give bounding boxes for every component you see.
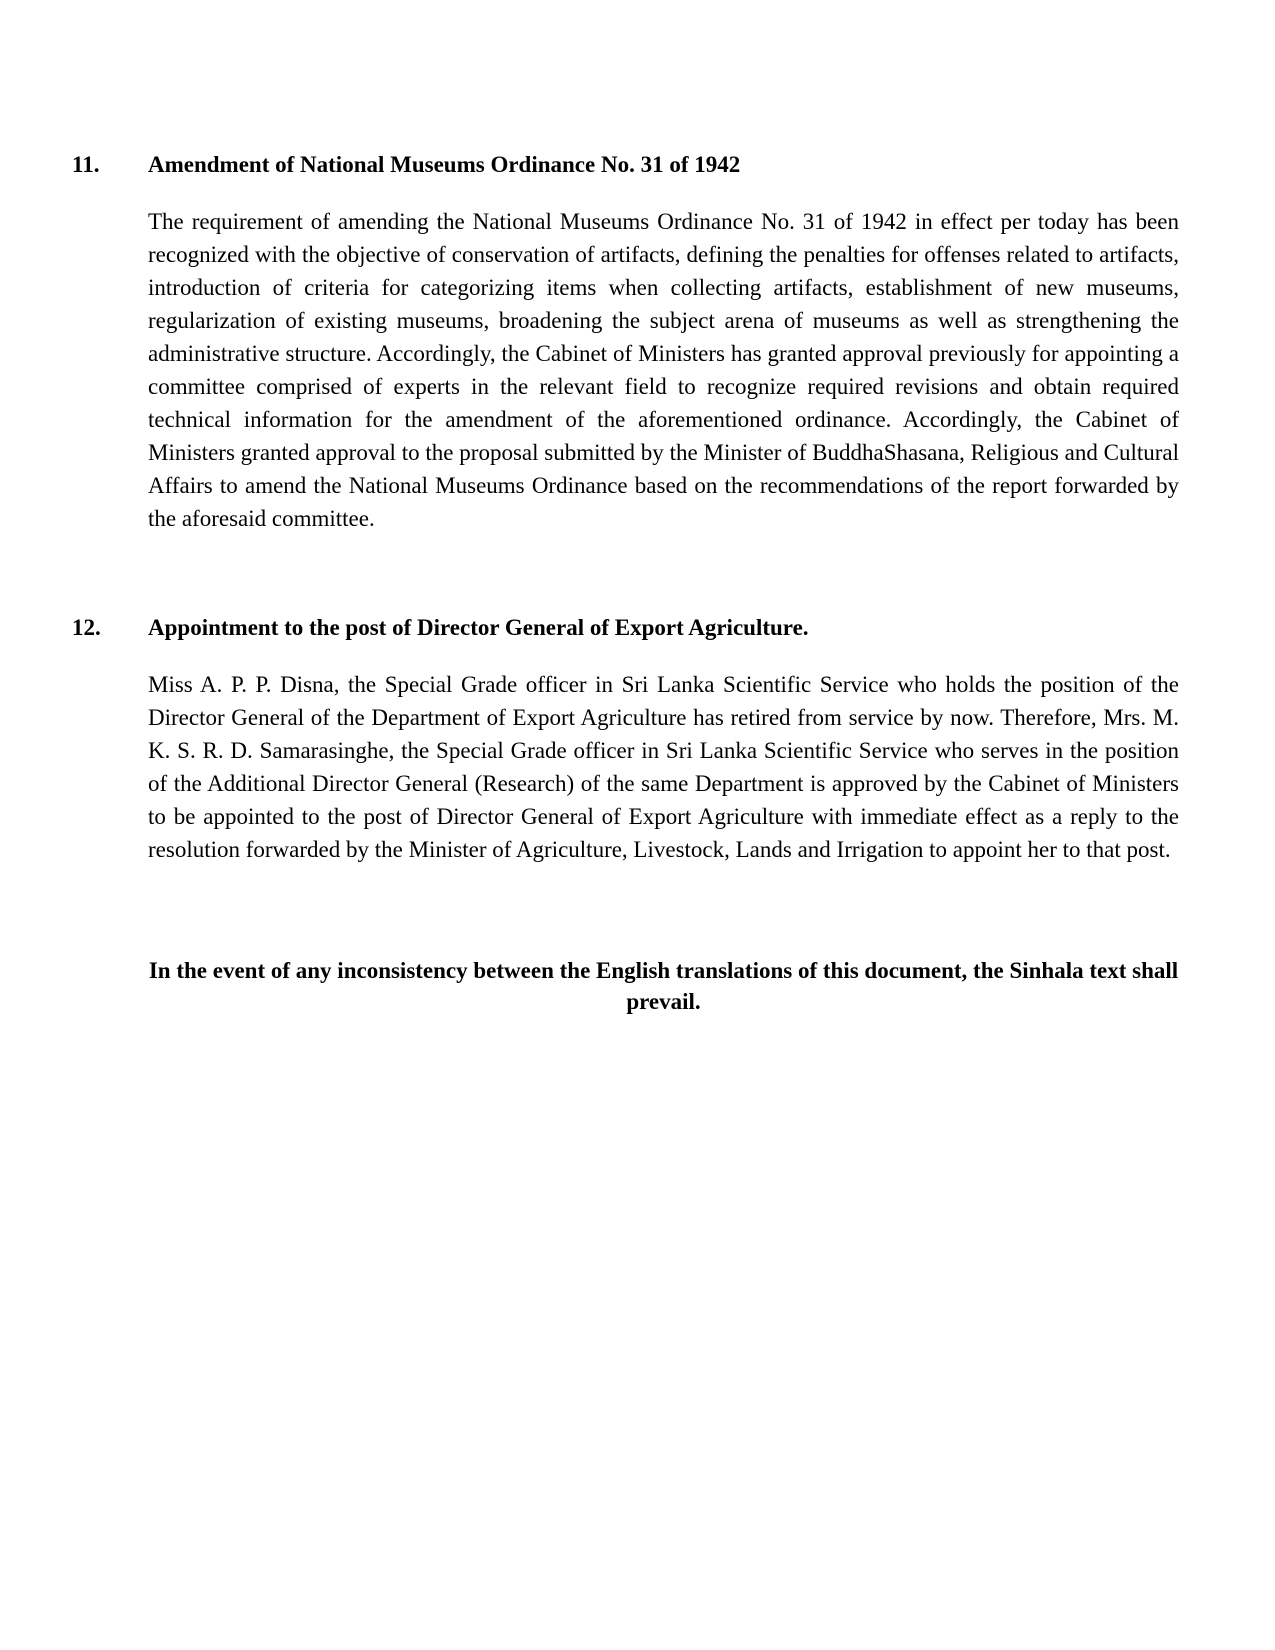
section-12-heading bbox=[72, 613, 1192, 643]
section-12-body: Miss A. P. P. Disna, the Special Grade officer in Sri Lanka Scientific Service who holds the position of the Director General of the Department of Export Agriculture has retired from service by now. Therefore, Mrs. M. K. S. R. D. Samarasinghe, the Special Grade officer in Sri Lanka Scientific Service who serves in the position of the Additional Director General (Research) of the same Department is approved by the Cabinet of Ministers to be appointed to the post of Director General of Export Agriculture with immediate effect as a reply to the resolution forwarded by the Minister of Agriculture, Livestock, Lands and Irrigation to appoint her to that post. bbox=[148, 672, 1179, 862]
section-title: Appointment to the post of Director General of Export Agriculture. bbox=[148, 615, 809, 640]
section-number: 12. bbox=[72, 615, 101, 640]
section-title: Amendment of National Museums Ordinance No. 31 of 1942 bbox=[148, 152, 741, 177]
sinhala-prevails-notice: In the event of any inconsistency between the English translations of this document, the Sinhala text shall prevail. bbox=[148, 958, 1179, 1014]
section-11-heading bbox=[72, 150, 1192, 180]
section-number: 11. bbox=[72, 152, 100, 177]
section-11-body: The requirement of amending the National Museums Ordinance No. 31 of 1942 in effect per today has been recognized with the objective of conservation of artifacts, defining the penalties for offenses related to artifacts, introduction of criteria for categorizing items when collecting artifacts, establishment of new museums, regularization of existing museums, broadening the subject arena of museums as well as strengthening the administrative structure. Accordingly, the Cabinet of Ministers has granted approval previously for appointing a committee comprised of experts in the relevant field to recognize required revisions and obtain required technical information for the amendment of the aforementioned ordinance. Accordingly, the Cabinet of Ministers granted approval to the proposal submitted by the Minister of BuddhaShasana, Religious and Cultural Affairs to amend the National Museums Ordinance based on the recommendations of the report forwarded by the aforesaid committee. bbox=[148, 209, 1179, 531]
